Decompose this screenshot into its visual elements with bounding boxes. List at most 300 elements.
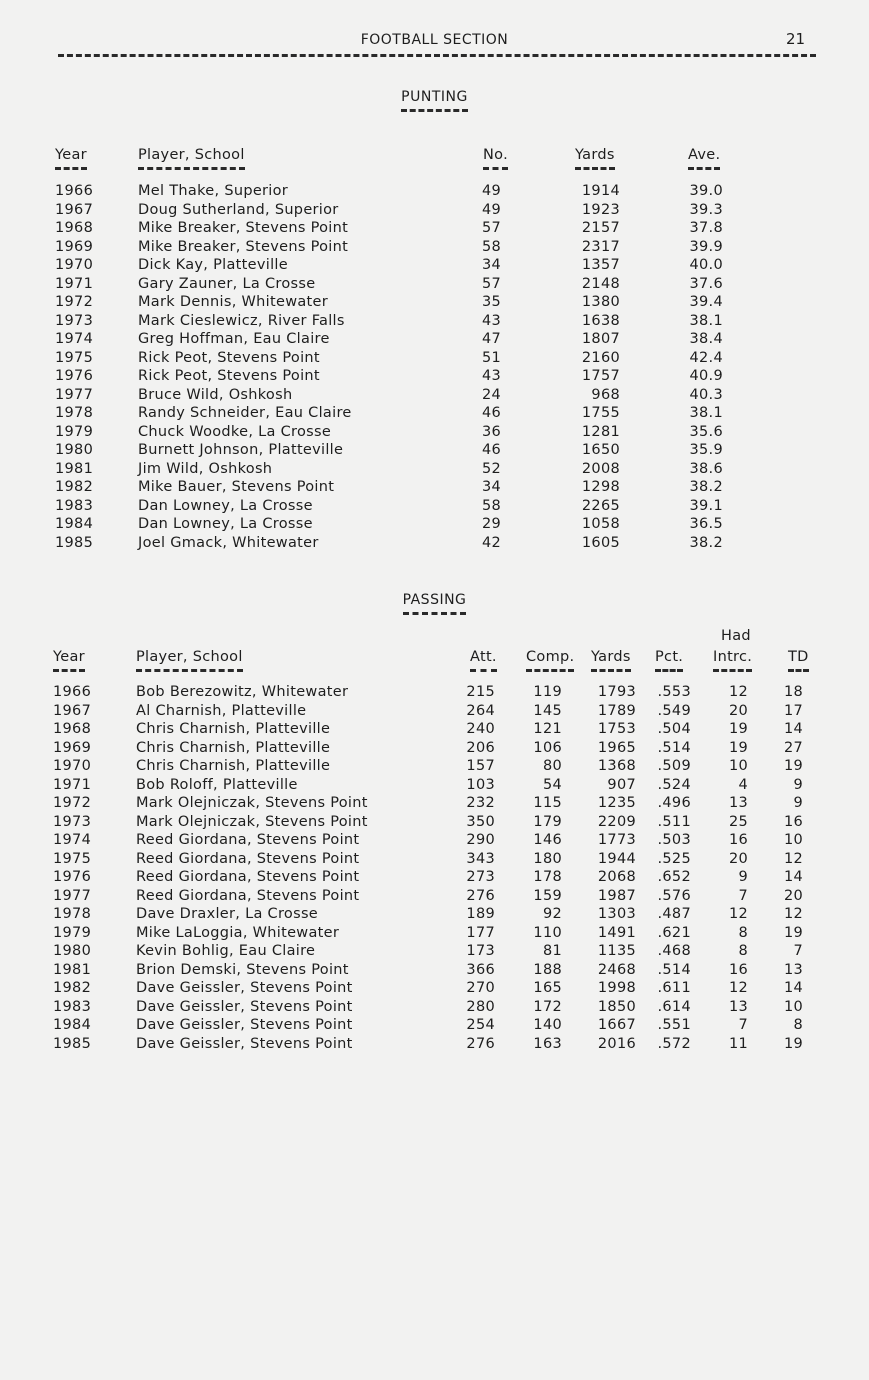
punting-row [0,238,869,257]
passing-row [0,942,869,961]
passing-cell-att: 177 [466,924,495,941]
passing-cell-att: 290 [466,832,495,848]
passing-cell-comp: 80 [542,758,562,774]
punting-cell-year: 1971 [55,275,94,292]
passing-cell-intrc: 16 [728,832,748,848]
passing-cell-intrc: 12 [728,906,748,922]
passing-cell-player: Brion Demski, Stevens Point [136,961,349,978]
passing-cell-td: 10 [783,998,803,1015]
passing-row [0,683,869,702]
passing-cell-td: 19 [783,758,803,774]
passing-col-had: Had [721,628,751,644]
passing-cell-pct: .549 [657,702,691,719]
passing-cell-year: 1971 [53,776,92,793]
passing-cell-comp: 110 [533,924,562,941]
passing-cell-yards: 2468 [597,961,636,978]
punting-cell-no: 46 [481,405,501,421]
punting-cell-no: 35 [481,294,501,310]
passing-row [0,868,869,887]
passing-cell-td: 16 [783,813,803,830]
passing-row [0,961,869,980]
punting-cell-no: 34 [481,479,501,495]
passing-cell-pct: .611 [657,980,691,996]
passing-cell-td: 10 [783,832,803,848]
passing-cell-pct: .551 [657,1017,691,1033]
passing-cell-yards: 2068 [597,869,636,885]
punting-cell-player: Doug Sutherland, Superior [138,201,339,218]
passing-cell-year: 1981 [53,961,92,978]
punting-cell-ave: 39.1 [689,497,723,514]
passing-row [0,924,869,943]
passing-cell-year: 1968 [53,721,92,737]
punting-cell-yards: 2008 [581,460,620,477]
punting-row [0,256,869,275]
punting-cell-player: Mike Bauer, Stevens Point [138,479,335,495]
passing-row [0,813,869,832]
punting-row [0,423,869,442]
punting-cell-ave: 35.9 [689,442,723,458]
punting-cell-yards: 2148 [581,275,620,292]
passing-cell-year: 1970 [53,758,92,774]
punting-cell-yards: 1605 [581,534,620,551]
passing-cell-intrc: 8 [738,943,748,959]
passing-cell-year: 1977 [53,887,92,904]
passing-cell-player: Chris Charnish, Platteville [136,739,331,756]
passing-cell-comp: 146 [533,832,562,848]
passing-cell-att: 189 [466,906,495,922]
passing-cell-att: 215 [466,684,495,700]
passing-cell-intrc: 7 [738,887,748,904]
passing-cell-year: 1967 [53,702,92,719]
passing-cell-player: Dave Geissler, Stevens Point [136,980,353,996]
punting-row [0,460,869,479]
passing-cell-att: 276 [466,887,495,904]
passing-cell-pct: .511 [657,813,691,830]
passing-col-td: TD [788,648,809,672]
punting-cell-player: Mel Thake, Superior [138,183,289,199]
punting-cell-year: 1981 [55,460,94,477]
passing-col-comp: Comp. [526,648,574,672]
passing-cell-comp: 179 [533,813,562,830]
passing-cell-year: 1978 [53,906,92,922]
punting-cell-ave: 38.1 [689,312,723,329]
passing-cell-yards: 1773 [597,832,636,848]
punting-cell-year: 1978 [55,405,94,421]
passing-cell-player: Dave Geissler, Stevens Point [136,1017,353,1033]
punting-cell-player: Jim Wild, Oshkosh [138,460,273,477]
passing-cell-year: 1966 [53,684,92,700]
passing-cell-td: 14 [783,980,803,996]
punting-table-body [0,182,869,552]
passing-cell-td: 7 [793,943,803,959]
passing-cell-att: 270 [466,980,495,996]
punting-cell-ave: 40.9 [689,368,723,384]
punting-row [0,367,869,386]
passing-cell-att: 280 [466,998,495,1015]
punting-cell-yards: 1281 [581,423,620,440]
passing-cell-comp: 145 [533,702,562,719]
punting-row [0,330,869,349]
punting-cell-player: Mark Cieslewicz, River Falls [138,312,345,329]
passing-cell-pct: .509 [657,758,691,774]
passing-row [0,794,869,813]
passing-cell-yards: 2016 [597,1035,636,1052]
passing-cell-att: 273 [466,869,495,885]
passing-cell-td: 8 [793,1017,803,1033]
passing-cell-comp: 119 [533,684,562,700]
punting-title: PUNTING [0,88,869,112]
passing-table-body [0,683,869,1053]
punting-cell-year: 1980 [55,442,94,458]
passing-cell-yards: 1235 [597,795,636,811]
passing-cell-td: 12 [783,850,803,867]
passing-cell-year: 1974 [53,832,92,848]
punting-cell-player: Rick Peot, Stevens Point [138,368,320,384]
punting-cell-yards: 1357 [581,257,620,273]
punting-cell-ave: 36.5 [689,516,723,532]
passing-cell-comp: 140 [533,1017,562,1033]
passing-cell-player: Reed Giordana, Stevens Point [136,887,360,904]
passing-cell-intrc: 20 [728,850,748,867]
punting-cell-yards: 1914 [581,183,620,199]
passing-cell-pct: .487 [657,906,691,922]
punting-col-yards: Yards [575,146,615,170]
passing-cell-comp: 106 [533,739,562,756]
passing-cell-pct: .621 [657,924,691,941]
punting-cell-player: Gary Zauner, La Crosse [138,275,316,292]
punting-cell-no: 46 [481,442,501,458]
punting-cell-no: 58 [481,497,501,514]
punting-cell-no: 24 [481,386,501,403]
passing-cell-comp: 121 [533,721,562,737]
punting-cell-no: 36 [481,423,501,440]
punting-cell-no: 52 [481,460,501,477]
punting-cell-year: 1967 [55,201,94,218]
punting-cell-player: Mike Breaker, Stevens Point [138,220,349,236]
passing-cell-year: 1975 [53,850,92,867]
punting-row [0,478,869,497]
punting-cell-yards: 1807 [581,331,620,347]
passing-cell-player: Reed Giordana, Stevens Point [136,869,360,885]
punting-cell-ave: 38.2 [689,534,723,551]
punting-cell-yards: 2265 [581,497,620,514]
punting-cell-year: 1972 [55,294,94,310]
punting-cell-no: 34 [481,257,501,273]
passing-cell-intrc: 10 [728,758,748,774]
passing-cell-year: 1969 [53,739,92,756]
passing-cell-player: Kevin Bohlig, Eau Claire [136,943,316,959]
passing-cell-intrc: 12 [728,684,748,700]
punting-cell-yards: 1298 [581,479,620,495]
passing-cell-pct: .614 [657,998,691,1015]
passing-cell-yards: 1667 [597,1017,636,1033]
passing-cell-intrc: 19 [728,739,748,756]
punting-cell-no: 49 [481,183,501,199]
punting-row [0,534,869,553]
passing-cell-pct: .576 [657,887,691,904]
passing-cell-yards: 1789 [597,702,636,719]
punting-cell-yards: 1757 [581,368,620,384]
passing-cell-pct: .503 [657,832,691,848]
passing-cell-year: 1976 [53,869,92,885]
passing-cell-pct: .524 [657,776,691,793]
punting-col-year: Year [55,146,87,170]
passing-cell-comp: 165 [533,980,562,996]
punting-cell-player: Dan Lowney, La Crosse [138,516,313,532]
passing-cell-att: 103 [466,776,495,793]
passing-cell-intrc: 13 [728,998,748,1015]
punting-cell-ave: 39.9 [689,238,723,255]
passing-cell-player: Chris Charnish, Platteville [136,721,331,737]
passing-cell-yards: 1793 [597,684,636,700]
passing-cell-yards: 1987 [597,887,636,904]
punting-row [0,441,869,460]
punting-cell-year: 1974 [55,331,94,347]
punting-cell-ave: 35.6 [689,423,723,440]
passing-cell-comp: 188 [533,961,562,978]
header-rule [58,54,816,57]
passing-cell-player: Dave Draxler, La Crosse [136,906,319,922]
passing-cell-intrc: 4 [738,776,748,793]
punting-row [0,312,869,331]
passing-cell-player: Reed Giordana, Stevens Point [136,850,360,867]
passing-col-intrc: Intrc. [713,648,752,672]
punting-cell-ave: 39.3 [689,201,723,218]
passing-title: PASSING [0,591,869,615]
passing-cell-td: 14 [783,869,803,885]
passing-cell-player: Reed Giordana, Stevens Point [136,832,360,848]
punting-cell-year: 1966 [55,183,94,199]
passing-cell-comp: 92 [542,906,562,922]
punting-cell-yards: 1058 [581,516,620,532]
passing-cell-year: 1980 [53,943,92,959]
punting-cell-yards: 2157 [581,220,620,236]
passing-cell-year: 1985 [53,1035,92,1052]
passing-cell-player: Al Charnish, Platteville [136,702,307,719]
passing-col-year: Year [53,648,85,672]
punting-cell-player: Randy Schneider, Eau Claire [138,405,352,421]
punting-cell-ave: 38.1 [689,405,723,421]
passing-cell-td: 17 [783,702,803,719]
passing-row [0,757,869,776]
passing-cell-pct: .468 [657,943,691,959]
punting-cell-yards: 2160 [581,349,620,366]
passing-cell-att: 254 [466,1017,495,1033]
punting-cell-ave: 38.6 [689,460,723,477]
punting-cell-ave: 40.0 [689,257,723,273]
punting-cell-year: 1969 [55,238,94,255]
punting-col-no: No. [483,146,508,170]
punting-row [0,404,869,423]
passing-cell-td: 19 [783,924,803,941]
passing-cell-intrc: 16 [728,961,748,978]
passing-row [0,1035,869,1054]
punting-cell-player: Greg Hoffman, Eau Claire [138,331,330,347]
passing-row [0,831,869,850]
passing-cell-pct: .572 [657,1035,691,1052]
punting-cell-no: 43 [481,368,501,384]
passing-col-player: Player, School [136,648,243,672]
passing-cell-intrc: 12 [728,980,748,996]
punting-col-ave: Ave. [688,146,720,170]
passing-cell-td: 14 [783,721,803,737]
passing-cell-pct: .496 [657,795,691,811]
passing-col-att: Att. [470,648,497,672]
passing-cell-td: 18 [783,684,803,700]
passing-cell-yards: 1944 [597,850,636,867]
passing-cell-comp: 81 [542,943,562,959]
passing-cell-yards: 1135 [597,943,636,959]
punting-cell-ave: 38.4 [689,331,723,347]
passing-cell-intrc: 13 [728,795,748,811]
punting-cell-ave: 37.8 [689,220,723,236]
passing-cell-td: 20 [783,887,803,904]
passing-cell-comp: 115 [533,795,562,811]
passing-row [0,998,869,1017]
punting-cell-ave: 39.0 [689,183,723,199]
punting-cell-ave: 40.3 [689,386,723,403]
passing-cell-att: 264 [466,702,495,719]
passing-cell-year: 1972 [53,795,92,811]
passing-cell-comp: 172 [533,998,562,1015]
passing-cell-year: 1979 [53,924,92,941]
passing-cell-yards: 1491 [597,924,636,941]
passing-cell-pct: .525 [657,850,691,867]
passing-cell-yards: 907 [607,776,636,793]
passing-cell-player: Dave Geissler, Stevens Point [136,998,353,1015]
passing-cell-yards: 1303 [597,906,636,922]
punting-cell-yards: 1380 [581,294,620,310]
punting-cell-no: 47 [481,331,501,347]
passing-cell-player: Mark Olejniczak, Stevens Point [136,813,368,830]
passing-cell-yards: 1965 [597,739,636,756]
passing-cell-comp: 180 [533,850,562,867]
punting-cell-yards: 1755 [581,405,620,421]
passing-cell-intrc: 19 [728,721,748,737]
punting-row [0,219,869,238]
passing-cell-pct: .504 [657,721,691,737]
passing-cell-att: 366 [466,961,495,978]
passing-cell-td: 12 [783,906,803,922]
passing-cell-intrc: 8 [738,924,748,941]
passing-cell-intrc: 9 [738,869,748,885]
passing-cell-player: Chris Charnish, Platteville [136,758,331,774]
punting-cell-no: 58 [481,238,501,255]
passing-cell-att: 350 [466,813,495,830]
punting-row [0,182,869,201]
punting-cell-year: 1984 [55,516,94,532]
passing-row [0,776,869,795]
passing-cell-att: 206 [466,739,495,756]
passing-cell-intrc: 25 [728,813,748,830]
passing-col-yards: Yards [591,648,631,672]
punting-cell-ave: 38.2 [689,479,723,495]
punting-cell-yards: 1650 [581,442,620,458]
passing-cell-yards: 1998 [597,980,636,996]
punting-cell-no: 57 [481,275,501,292]
punting-cell-year: 1976 [55,368,94,384]
punting-cell-year: 1983 [55,497,94,514]
passing-cell-player: Mark Olejniczak, Stevens Point [136,795,368,811]
punting-col-player: Player, School [138,146,245,170]
passing-cell-att: 157 [466,758,495,774]
punting-cell-ave: 37.6 [689,275,723,292]
passing-row [0,720,869,739]
passing-cell-pct: .553 [657,684,691,700]
punting-cell-player: Chuck Woodke, La Crosse [138,423,332,440]
punting-cell-year: 1982 [55,479,94,495]
passing-cell-att: 232 [466,795,495,811]
passing-row [0,979,869,998]
punting-cell-player: Mike Breaker, Stevens Point [138,238,349,255]
passing-cell-td: 27 [783,739,803,756]
passing-row [0,1016,869,1035]
punting-row [0,515,869,534]
punting-cell-yards: 1638 [581,312,620,329]
punting-cell-ave: 39.4 [689,294,723,310]
passing-cell-pct: .652 [657,869,691,885]
passing-cell-intrc: 11 [728,1035,748,1052]
passing-row [0,739,869,758]
passing-row [0,702,869,721]
passing-cell-td: 9 [793,776,803,793]
punting-cell-year: 1970 [55,257,94,273]
passing-cell-player: Bob Berezowitz, Whitewater [136,684,349,700]
passing-cell-att: 276 [466,1035,495,1052]
passing-cell-comp: 178 [533,869,562,885]
passing-cell-pct: .514 [657,961,691,978]
punting-row [0,386,869,405]
passing-cell-pct: .514 [657,739,691,756]
punting-cell-year: 1973 [55,312,94,329]
passing-cell-yards: 1368 [597,758,636,774]
passing-row [0,887,869,906]
punting-cell-no: 29 [481,516,501,532]
punting-cell-no: 51 [481,349,501,366]
punting-cell-ave: 42.4 [689,349,723,366]
punting-row [0,293,869,312]
punting-row [0,201,869,220]
punting-row [0,497,869,516]
punting-cell-yards: 1923 [581,201,620,218]
passing-cell-year: 1983 [53,998,92,1015]
punting-cell-year: 1977 [55,386,94,403]
passing-cell-comp: 54 [542,776,562,793]
punting-cell-player: Dick Kay, Platteville [138,257,288,273]
passing-cell-att: 173 [466,943,495,959]
punting-cell-player: Rick Peot, Stevens Point [138,349,320,366]
passing-cell-att: 240 [466,721,495,737]
passing-cell-year: 1982 [53,980,92,996]
punting-row [0,275,869,294]
punting-cell-no: 43 [481,312,501,329]
punting-cell-player: Joel Gmack, Whitewater [138,534,319,551]
passing-cell-yards: 2209 [597,813,636,830]
punting-cell-year: 1975 [55,349,94,366]
punting-cell-yards: 968 [591,386,620,403]
punting-cell-no: 57 [481,220,501,236]
punting-cell-player: Bruce Wild, Oshkosh [138,386,293,403]
punting-cell-year: 1979 [55,423,94,440]
passing-cell-att: 343 [466,850,495,867]
punting-cell-yards: 2317 [581,238,620,255]
passing-cell-year: 1973 [53,813,92,830]
passing-cell-comp: 159 [533,887,562,904]
passing-cell-year: 1984 [53,1017,92,1033]
passing-row [0,905,869,924]
passing-cell-comp: 163 [533,1035,562,1052]
section-header: FOOTBALL SECTION [360,32,509,48]
